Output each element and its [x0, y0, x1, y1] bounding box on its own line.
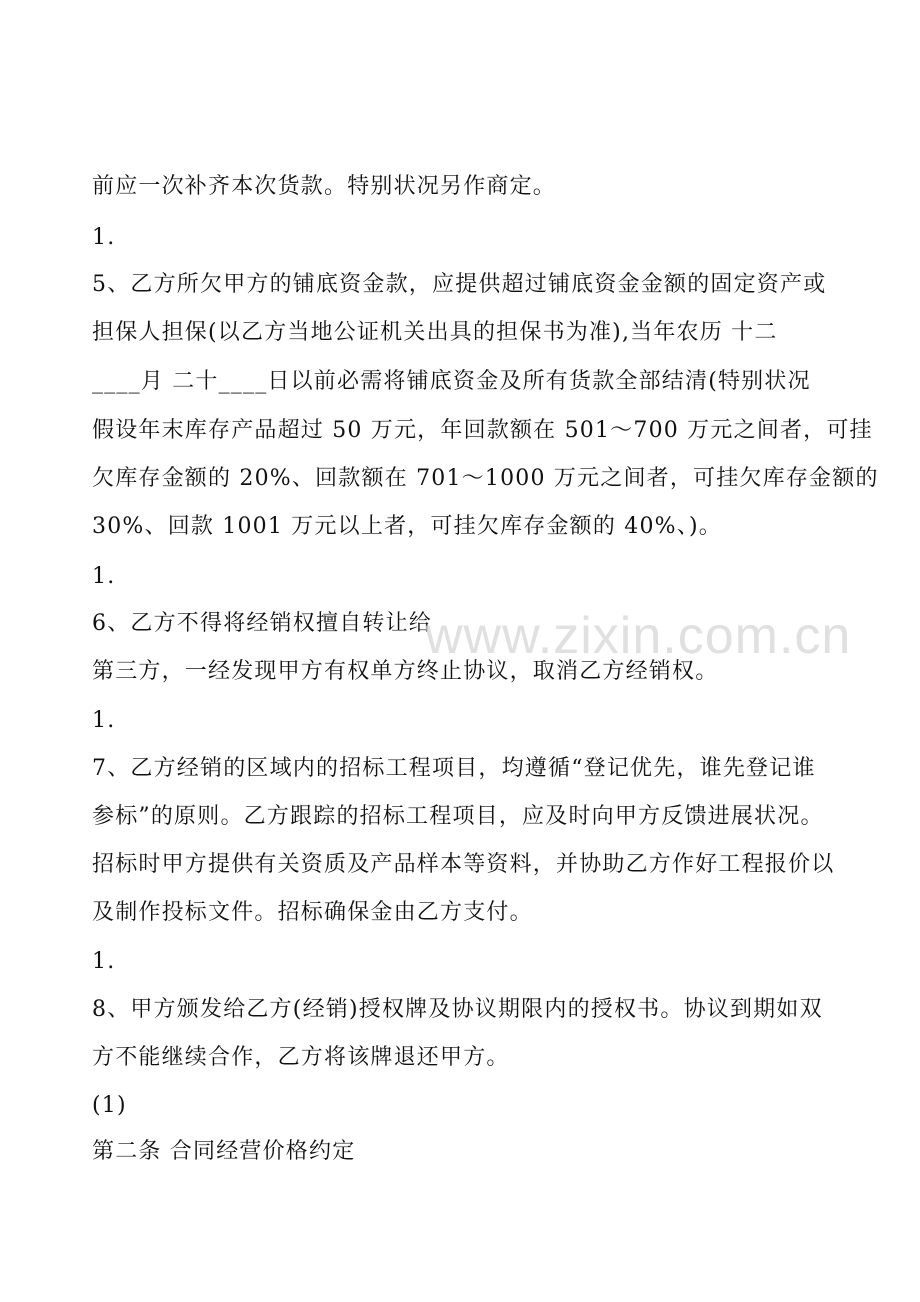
text-line: 6、乙方不得将经销权擅自转让给 [92, 611, 432, 636]
text-line: 1. [92, 949, 116, 974]
text-line: 欠库存金额的 20%、回款额在 701～1000 万元之间者，可挂欠库存金额的 [92, 466, 879, 491]
text-line: 招标时甲方提供有关资质及产品样本等资料，并协助乙方作好工程报价以 [92, 852, 835, 877]
text-line: 8、甲方颁发给乙方(经销)授权牌及协议期限内的授权书。协议到期如双 [92, 997, 823, 1022]
text-line: (1) [92, 1093, 127, 1118]
text-line: 及制作投标文件。招标确保金由乙方支付。 [92, 900, 533, 925]
text-line: 30%、回款 1001 万元以上者，可挂欠库存金额的 40%、)。 [92, 514, 722, 539]
text-line: 7、乙方经销的区域内的招标工程项目，均遵循“登记优先，谁先登记谁 [92, 756, 816, 781]
text-line: 1. [92, 225, 116, 250]
text-line: 1. [92, 708, 116, 733]
text-line: 第二条 合同经营价格约定 [92, 1139, 356, 1164]
text-line: 前应一次补齐本次货款。特别状况另作商定。 [92, 174, 557, 199]
watermark: www.zixin.com.cn [425, 607, 852, 665]
text-line: 参标”的原则。乙方跟踪的招标工程项目，应及时向甲方反馈进展状况。 [92, 804, 824, 829]
text-line: 5、乙方所欠甲方的铺底资金款，应提供超过铺底资金金额的固定资产或 [92, 272, 827, 297]
text-line: 担保人担保(以乙方当地公证机关出具的担保书为准),当年农历 十二 [92, 320, 778, 345]
text-line: ____月 二十____日以前必需将铺底资金及所有货款全部结清(特别状况 [92, 369, 811, 394]
text-line: 第三方，一经发现甲方有权单方终止协议，取消乙方经销权。 [92, 659, 719, 684]
text-line: 假设年末库存产品超过 50 万元，年回款额在 501～700 万元之间者，可挂 [92, 418, 873, 443]
text-line: 1. [92, 564, 116, 589]
text-line: 方不能继续合作，乙方将该牌退还甲方。 [92, 1045, 510, 1070]
